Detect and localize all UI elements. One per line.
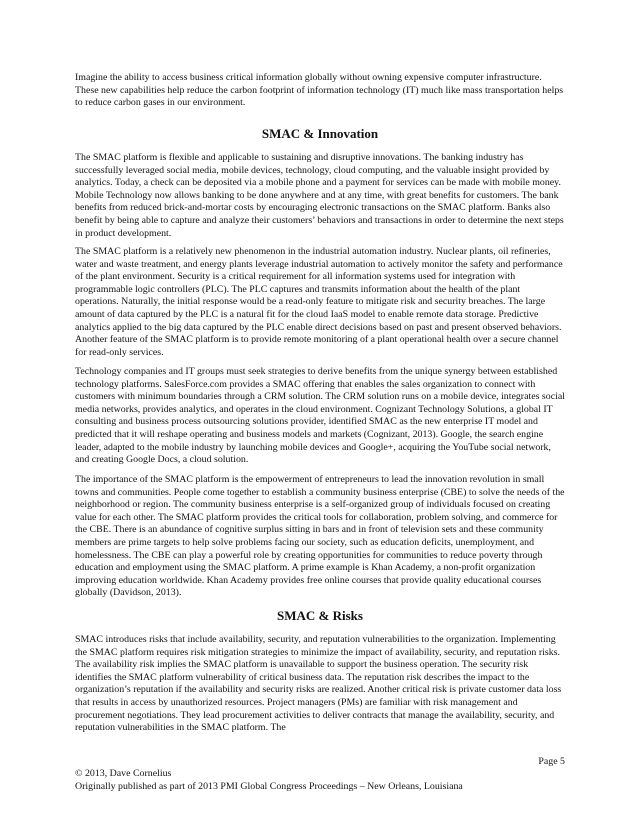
- innovation-paragraph-2: The SMAC platform is a relatively new phenomenon in the industrial automation industry. Nuclear plants, oil refineries, water and waste treatment, and energy plants leverage industrial automation to actively monitor the safety and performance of the plant environment. Security is a critical requirement for all information systems used for integration with programmable logic controllers (PLC). The PLC captures and transmits information about the health of the plant operations. Naturally, the initial response would be a read-only feature to mitigate risk and security breaches. The large amount of data captured by the PLC is a natural fit for the cloud IaaS model to enable remote data storage. Predictive analytics applied to the big data captured by the PLC enable direct decisions based on past and present observed behaviors. Another feature of the SMAC platform is to provide remote monitoring of a plant operational health over a secure channel for read-only services.: [75, 246, 563, 358]
- footer-copyright: © 2013, Dave Cornelius: [75, 768, 172, 779]
- innovation-paragraph-4: The importance of the SMAC platform is the empowerment of entrepreneurs to lead the innovation revolution in small towns and communities. People come together to establish a community business enterprise (CBE) to solve the needs of the neighborhood or region. The community business enterprise is a self-organized group of individuals focused on creating value for each other. The SMAC platform provides the critical tools for collaboration, problem solving, and commerce for the CBE. There is an abundance of cognitive surplus sitting in bars and in front of television sets and these community members are prime targets to help solve problems facing our society, such as education deficits, unemployment, and homelessness. The CBE can play a powerful role by creating opportunities for communities to reduce poverty through education and employment using the SMAC platform. A prime example is Khan Academy, a non-profit organization improving education worldwide. Khan Academy provides free online courses that provide quality educational courses globally (Davidson, 2013).: [75, 474, 565, 599]
- risks-paragraph-1: SMAC introduces risks that include availability, security, and reputation vulnerabilities to the organization. Implementing the SMAC platform requires risk mitigation strategies to minimize the impact of availability, security, and reputation risks. The availability risk implies the SMAC platform is unavailable to support the business operation. The security risk identifies the SMAC platform vulnerability of critical business data. The reputation risk describes the impact to the organization’s reputation if the availability and security risks are realized. Another critical risk is private customer data loss that results in access by unauthorized resources. Project managers (PMs) are familiar with risk management and procurement negotiations. They lead procurement activities to deliver contracts that manage the availability, security, and reputation vulnerabilities in the SMAC platform. The: [75, 634, 562, 734]
- page-number: Page 5: [538, 756, 565, 767]
- section-heading-innovation: SMAC & Innovation: [261, 126, 379, 141]
- innovation-paragraph-1: The SMAC platform is flexible and applicable to sustaining and disruptive innovations. The banking industry has successfully leveraged social media, mobile devices, technology, cloud computing, and the valuable insight provided by analytics. Today, a check can be deposited via a mobile phone and a payment for services can be made with mobile money. Mobile Technology now allows banking to be done anywhere and at any time, with great benefits for customers. The bank benefits from reduced brick-and-mortar costs by encouraging electronic transactions on the SMAC platform. Banks also benefit by being able to capture and analyze their customers’ behaviors and transactions in order to determine the next steps in product development.: [75, 152, 564, 239]
- intro-paragraph: Imagine the ability to access business critical information globally without owning expensive computer infrastructure. These new capabilities help reduce the carbon footprint of information technology (IT) much like mass transportation helps to reduce carbon gases in our environment.: [75, 72, 564, 109]
- footer-publication-note: Originally published as part of 2013 PMI Global Congress Proceedings – New Orleans, Louisiana: [75, 781, 463, 792]
- section-heading-risks: SMAC & Risks: [277, 608, 363, 623]
- innovation-paragraph-3: Technology companies and IT groups must seek strategies to derive benefits from the unique synergy between established technology platforms. SalesForce.com provides a SMAC offering that enables the sales organization to connect with customers with minimum boundaries through a CRM solution. The CRM solution runs on a mobile device, integrates social media networks, provides analytics, and operates in the cloud environment. Cognizant Technology Solutions, a global IT consulting and business process outsourcing solutions provider, identified SMAC as the new enterprise IT model and predicted that it will reshape operating and business models and markets (Cognizant, 2013). Google, the search engine leader, adapted to the mobile industry by launching mobile devices and Google+, acquiring the YouTube social network, and creating Google Docs, a cloud solution.: [75, 366, 565, 466]
